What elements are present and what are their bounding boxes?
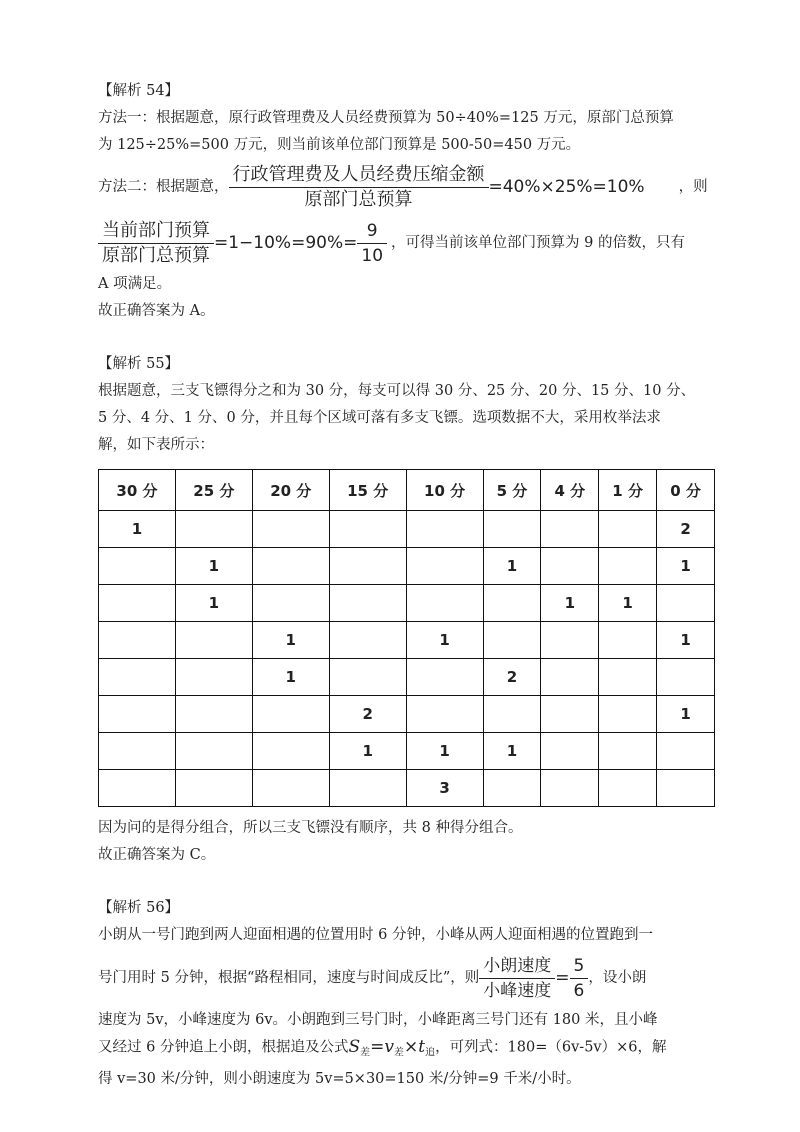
table-row bbox=[99, 733, 715, 770]
table-cell bbox=[541, 733, 599, 770]
formula-s: S bbox=[348, 1037, 361, 1057]
fraction-numerator: 9 bbox=[366, 220, 378, 241]
s55-line1: 根据题意，三支飞镖得分之和为 30 分，每支可以得 30 分、25 分、20 分、15 分、10 分、 bbox=[98, 383, 696, 399]
table-cell bbox=[175, 622, 252, 659]
table-cell: 1 bbox=[483, 548, 541, 585]
fraction-numerator: 当前部门预算 bbox=[102, 219, 210, 241]
table-header-cell: 15 分 bbox=[329, 470, 406, 511]
s55-line2: 5 分、4 分、1 分、0 分，并且每个区域可落有多支飞镖。选项数据不大，采用枚举法求 bbox=[98, 410, 661, 426]
table-cell: 1 bbox=[657, 548, 715, 585]
table-cell bbox=[175, 696, 252, 733]
table-cell bbox=[329, 622, 406, 659]
spacer bbox=[98, 325, 718, 351]
table-cell bbox=[541, 770, 599, 807]
section-56-header: 【解析 56】 bbox=[98, 900, 180, 916]
table-cell bbox=[483, 696, 541, 733]
table-cell bbox=[406, 659, 483, 696]
s56-line2-row bbox=[98, 949, 718, 1007]
table-cell bbox=[175, 733, 252, 770]
table-cell bbox=[541, 548, 599, 585]
table-header-cell: 4 分 bbox=[541, 470, 599, 511]
s54-nine-tenths-fraction bbox=[357, 219, 387, 268]
table-cell bbox=[329, 585, 406, 622]
table-cell bbox=[252, 770, 329, 807]
s55-answer: 故正确答案为 C。 bbox=[98, 847, 216, 863]
table-cell bbox=[599, 622, 657, 659]
table-cell bbox=[483, 585, 541, 622]
s54-method2-row2 bbox=[98, 215, 718, 271]
table-cell bbox=[541, 511, 599, 548]
formula-v: v bbox=[384, 1037, 394, 1057]
formula-t-sub: 追 bbox=[425, 1047, 436, 1059]
s55-line3: 解，如下表所示： bbox=[98, 437, 214, 453]
table-cell bbox=[329, 511, 406, 548]
table-cell: 1 bbox=[99, 511, 176, 548]
fraction-numerator: 5 bbox=[573, 955, 585, 976]
table-cell bbox=[99, 622, 176, 659]
table-header-cell: 30 分 bbox=[99, 470, 176, 511]
table-cell bbox=[252, 733, 329, 770]
s56-line2-prefix: 号门用时 5 分钟，根据“路程相同，速度与时间成反比”，则 bbox=[98, 969, 480, 986]
table-header-cell: 10 分 bbox=[406, 470, 483, 511]
table-header-cell: 20 分 bbox=[252, 470, 329, 511]
table-cell bbox=[99, 548, 176, 585]
table-cell bbox=[541, 696, 599, 733]
s56-line1: 小朗从一号门跑到两人迎面相遇的位置用时 6 分钟，小峰从两人迎面相遇的位置跑到一 bbox=[98, 927, 653, 943]
s56-line3: 速度为 5v，小峰速度为 6v。小朗跑到三号门时，小峰距离三号门还有 180 米，且小峰 bbox=[98, 1012, 658, 1028]
table-row bbox=[99, 511, 715, 548]
table-cell bbox=[599, 696, 657, 733]
formula-equals: = bbox=[370, 1037, 385, 1057]
table-cell: 1 bbox=[252, 659, 329, 696]
s54-ratio-fraction bbox=[98, 219, 214, 268]
table-cell bbox=[657, 770, 715, 807]
table-cell bbox=[406, 548, 483, 585]
table-row bbox=[99, 585, 715, 622]
table-cell bbox=[99, 585, 176, 622]
s54-method2-equation: =40%×25%=10% bbox=[488, 177, 645, 197]
table-header-cell: 25 分 bbox=[175, 470, 252, 511]
table-row bbox=[99, 548, 715, 585]
table-cell bbox=[483, 511, 541, 548]
fraction-numerator: 行政管理费及人员经费压缩金额 bbox=[232, 163, 485, 185]
s56-line4-prefix: 又经过 6 分钟追上小朗，根据追及公式 bbox=[98, 1039, 349, 1056]
fraction-denominator: 6 bbox=[573, 980, 585, 1001]
table-cell: 1 bbox=[657, 696, 715, 733]
s54-method2-row bbox=[98, 159, 718, 215]
table-cell: 1 bbox=[541, 585, 599, 622]
fraction-denominator: 原部门总预算 bbox=[304, 188, 413, 210]
table-cell bbox=[252, 548, 329, 585]
table-row bbox=[99, 659, 715, 696]
table-body bbox=[99, 511, 715, 807]
table-cell bbox=[99, 696, 176, 733]
table-cell: 1 bbox=[175, 548, 252, 585]
table-cell bbox=[406, 585, 483, 622]
table-header-row bbox=[99, 470, 715, 511]
table-row bbox=[99, 696, 715, 733]
s54-method2-fraction bbox=[229, 163, 489, 212]
section-54-header: 【解析 54】 bbox=[98, 83, 180, 99]
table-cell bbox=[329, 548, 406, 585]
s54-method2-suffix: ，则 bbox=[678, 178, 708, 195]
table-cell bbox=[329, 659, 406, 696]
table-cell bbox=[329, 770, 406, 807]
table-cell bbox=[541, 622, 599, 659]
fraction-denominator: 小峰速度 bbox=[483, 980, 552, 1001]
table-row bbox=[99, 622, 715, 659]
table-cell bbox=[252, 511, 329, 548]
table-cell: 2 bbox=[483, 659, 541, 696]
table-cell bbox=[541, 659, 599, 696]
table-cell: 1 bbox=[175, 585, 252, 622]
s54-line-a: A 项满足。 bbox=[98, 276, 172, 292]
table-cell bbox=[99, 659, 176, 696]
s56-equals: = bbox=[555, 968, 570, 988]
table-cell bbox=[599, 548, 657, 585]
s56-line2-suffix: ，设小朗 bbox=[588, 969, 647, 986]
table-cell bbox=[252, 585, 329, 622]
s54-ratio-equation: =1−10%=90%= bbox=[214, 233, 358, 253]
table-row bbox=[99, 770, 715, 807]
table-cell bbox=[483, 622, 541, 659]
table-cell: 1 bbox=[406, 733, 483, 770]
table-cell bbox=[252, 696, 329, 733]
table-cell bbox=[657, 733, 715, 770]
table-cell: 2 bbox=[329, 696, 406, 733]
table-cell bbox=[99, 770, 176, 807]
formula-times: × bbox=[403, 1037, 419, 1057]
table-cell bbox=[175, 659, 252, 696]
section-55-header: 【解析 55】 bbox=[98, 356, 180, 372]
s56-speed-fraction bbox=[479, 954, 555, 1003]
s56-line4-suffix: ，可列式：180=（6v-5v）×6，解 bbox=[435, 1039, 667, 1056]
fraction-denominator: 原部门总预算 bbox=[102, 244, 210, 266]
table-cell bbox=[599, 733, 657, 770]
enumeration-table bbox=[98, 469, 715, 807]
fraction-numerator: 小朗速度 bbox=[483, 955, 552, 976]
table-cell bbox=[175, 511, 252, 548]
table-cell bbox=[406, 511, 483, 548]
s54-ratio-suffix: ，可得当前该单位部门预算为 9 的倍数，只有 bbox=[391, 234, 685, 251]
formula-v-sub: 差 bbox=[393, 1047, 404, 1059]
table-cell bbox=[406, 696, 483, 733]
s54-answer: 故正确答案为 A。 bbox=[98, 303, 215, 319]
s56-line5: 得 v=30 米/分钟，则小朗速度为 5v=5×30=150 米/分钟=9 千米/小时。 bbox=[98, 1071, 581, 1088]
spacer bbox=[98, 869, 718, 895]
table-header-cell: 0 分 bbox=[657, 470, 715, 511]
s54-method1-line2: 为 125÷25%=500 万元，则当前该单位部门预算是 500-50=450 万元。 bbox=[98, 137, 581, 153]
s56-line4 bbox=[98, 1034, 718, 1066]
s54-method1-line1: 方法一：根据题意，原行政管理费及人员经费预算为 50÷40%=125 万元，原部门总预算 bbox=[98, 110, 674, 126]
s56-five-sixths-fraction bbox=[570, 954, 589, 1003]
table-cell: 1 bbox=[483, 733, 541, 770]
formula-s-sub: 差 bbox=[360, 1047, 371, 1059]
table-cell bbox=[175, 770, 252, 807]
table-header-cell: 5 分 bbox=[483, 470, 541, 511]
table-cell bbox=[599, 659, 657, 696]
table-cell: 1 bbox=[252, 622, 329, 659]
table-cell: 1 bbox=[657, 622, 715, 659]
table-cell bbox=[599, 770, 657, 807]
table-cell: 1 bbox=[329, 733, 406, 770]
table-cell bbox=[99, 733, 176, 770]
s55-conclusion: 因为问的是得分组合，所以三支飞镖没有顺序，共 8 种得分组合。 bbox=[98, 820, 523, 836]
table-header-cell: 1 分 bbox=[599, 470, 657, 511]
table-cell: 1 bbox=[406, 622, 483, 659]
fraction-denominator: 10 bbox=[361, 245, 384, 266]
table-cell bbox=[483, 770, 541, 807]
table-cell bbox=[599, 511, 657, 548]
s54-method2-prefix: 方法二：根据题意， bbox=[98, 178, 229, 195]
formula-t: t bbox=[418, 1037, 426, 1057]
table-cell: 1 bbox=[599, 585, 657, 622]
table-cell: 3 bbox=[406, 770, 483, 807]
document-page bbox=[98, 78, 718, 1093]
table-cell: 2 bbox=[657, 511, 715, 548]
table-cell bbox=[657, 659, 715, 696]
table-cell bbox=[657, 585, 715, 622]
